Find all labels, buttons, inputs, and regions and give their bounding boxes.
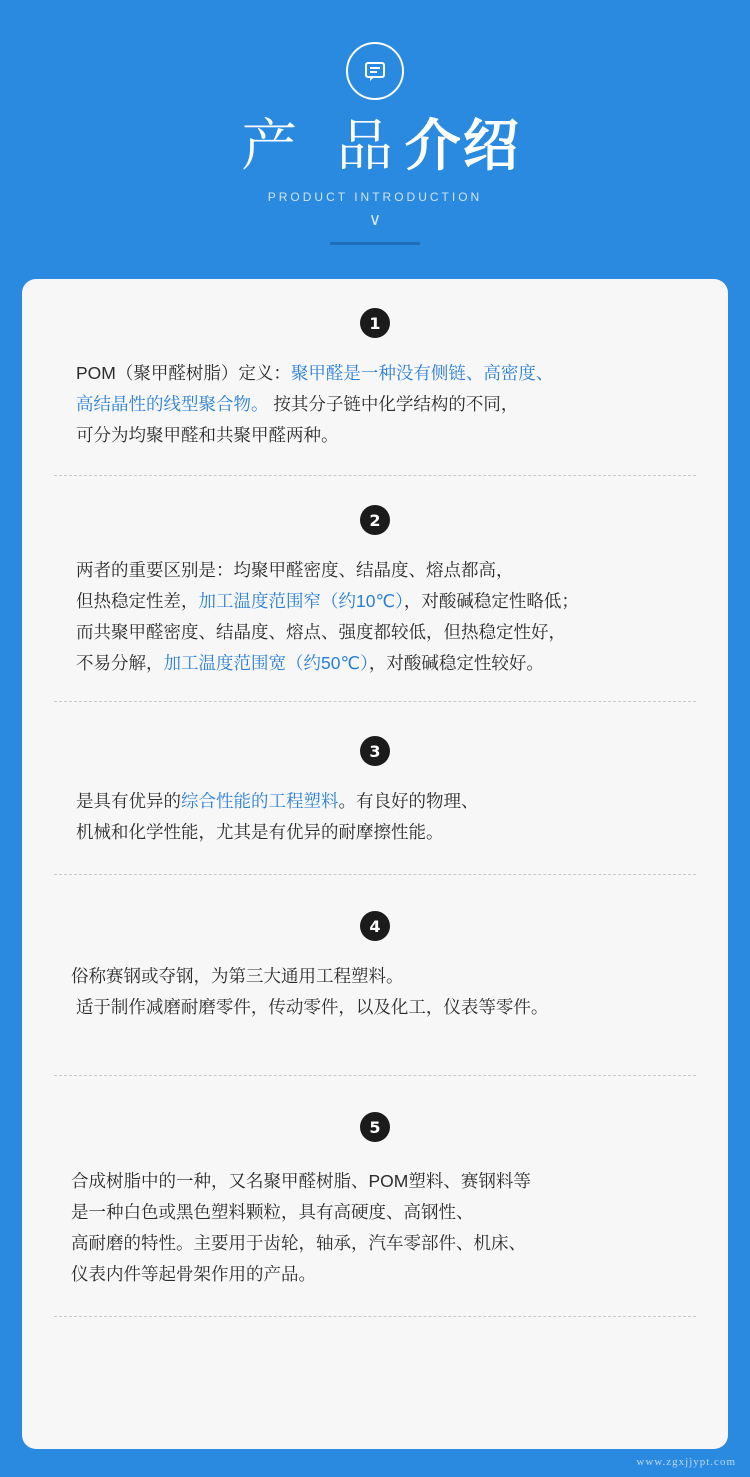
section-number-badge: 2 — [360, 505, 390, 535]
section-4 — [22, 875, 728, 1023]
section-5 — [22, 1076, 728, 1290]
section-2-badge-wrap — [54, 476, 696, 535]
section-3 — [22, 702, 728, 848]
section-1-badge-wrap — [54, 279, 696, 338]
section-3-badge-wrap — [54, 702, 696, 766]
section-divider — [54, 1316, 696, 1317]
section-2-text: 两者的重要区别是：均聚甲醛密度、结晶度、熔点都高， 但热稳定性差，加工温度范围窄（约10℃），对酸碱稳定性略低； 而共聚甲醛密度、结晶度、熔点、强度都较低，但热稳定性好， 不易分解，加工温度范围宽（约50℃），对酸碱稳定性较好。 — [76, 560, 579, 673]
page-subtitle: PRODUCT INTRODUCTION — [267, 190, 483, 204]
page-header — [0, 0, 750, 245]
section-3-text: 是具有优异的综合性能的工程塑料。有良好的物理、 机械和化学性能，尤其是有优异的耐摩擦性能。 — [76, 791, 479, 842]
content-card — [22, 279, 728, 1449]
section-number-badge: 3 — [360, 736, 390, 766]
chat-bubble-icon — [346, 42, 404, 100]
section-2 — [22, 476, 728, 679]
section-1 — [22, 279, 728, 451]
section-1-text: POM（聚甲醛树脂）定义：聚甲醛是一种没有侧链、高密度、 高结晶性的线型聚合物。 按其分子链中化学结构的不同， 可分为均聚甲醛和共聚甲醛两种。 — [76, 363, 554, 445]
page-title-light: 产 品 — [241, 114, 405, 177]
section-5-badge-wrap — [54, 1076, 696, 1142]
page-title — [0, 114, 750, 178]
section-number-badge: 1 — [360, 308, 390, 338]
section-5-text: 合成树脂中的一种，又名聚甲醛树脂、POM塑料、赛钢料等 是一种白色或黑色塑料颗粒，具有高硬度、高钢性、 高耐磨的特性。主要用于齿轮，轴承，汽车零部件、机床、 仪表内件等起骨架作用的产品。 — [71, 1171, 531, 1284]
section-4-badge-wrap — [54, 875, 696, 941]
section-4-text: 俗称赛钢或夺钢，为第三大通用工程塑料。 适于制作减磨耐磨零件，传动零件，以及化工，仪表等零件。 — [71, 966, 549, 1017]
watermark: www.zgxjjypt.com — [636, 1456, 736, 1468]
page-title-bold: 介绍 — [404, 114, 521, 177]
title-underline — [330, 242, 420, 245]
chevron-down-icon: ∨ — [368, 210, 382, 230]
section-number-badge: 4 — [360, 911, 390, 941]
section-number-badge: 5 — [360, 1112, 390, 1142]
